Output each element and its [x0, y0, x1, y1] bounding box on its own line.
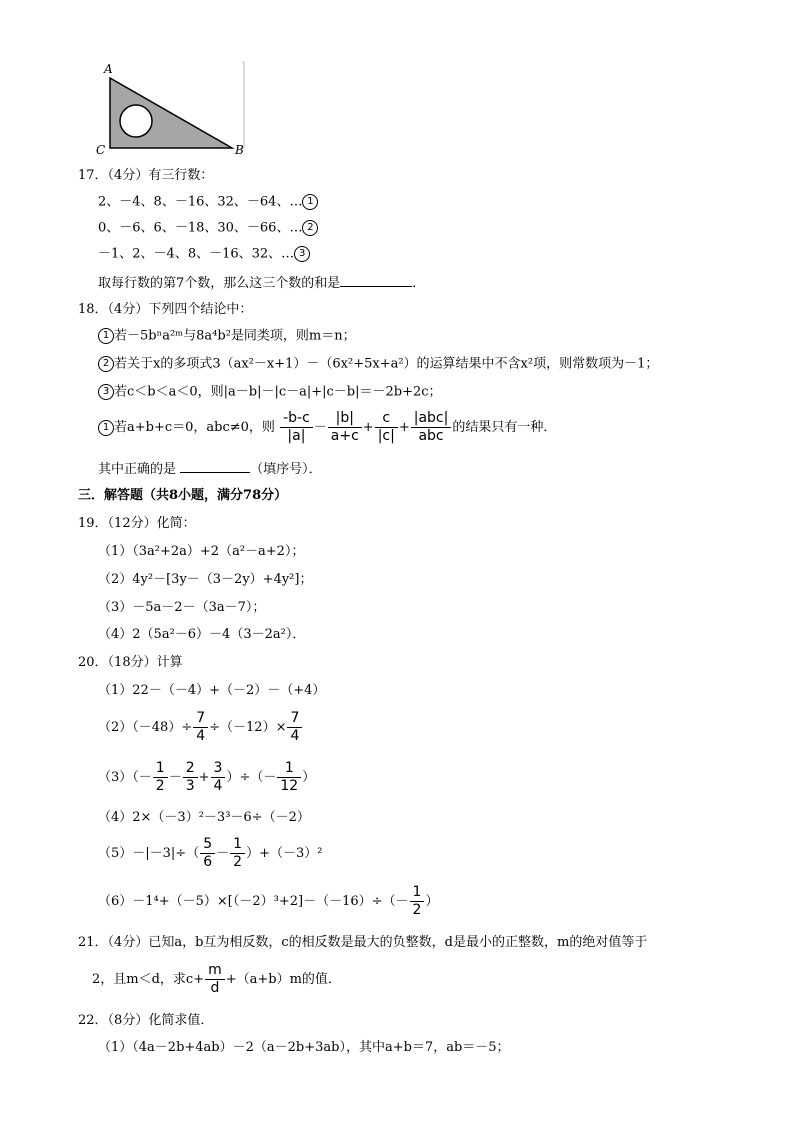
q21-line2 — [92, 962, 341, 997]
numerator: 1 — [410, 884, 425, 902]
fraction — [411, 410, 452, 445]
fraction — [328, 410, 362, 445]
q17-row2-text: 0、－6、6、－18、30、－66、… — [98, 220, 303, 236]
label-b: B — [235, 143, 244, 157]
q20-p3-b: ）÷（－ — [226, 770, 277, 785]
fraction — [280, 410, 313, 445]
numerator: 3 — [211, 760, 226, 778]
q19-p3: （3）－5a－2－（3a－7）； — [98, 600, 266, 615]
q20-p6-b: ） — [425, 894, 439, 909]
fraction — [375, 410, 398, 445]
q17-ask-text: 取每行数的第7个数，那么这三个数的和是 — [98, 276, 341, 291]
circle-2-icon: 2 — [302, 220, 318, 236]
denominator: 4 — [290, 728, 300, 744]
circle-1-icon: 1 — [302, 194, 318, 210]
q17-row1-text: 2、－4、8、－16、32、－64、… — [98, 194, 303, 210]
q20-p3-a: （3）（－ — [98, 770, 152, 785]
circle-3-icon: 3 — [294, 246, 310, 262]
fraction — [193, 710, 208, 745]
section-title: 三．解答题（共8小题，满分78分） — [78, 488, 288, 503]
q18-c4-pre: 若a+b+c＝0，abc≠0，则 — [114, 420, 275, 435]
denominator: 2 — [412, 902, 422, 918]
operator: － — [168, 770, 182, 785]
q20-p3-c: ） — [302, 770, 316, 785]
numerator: 1 — [153, 760, 168, 778]
q20-p5-a: （5）－|－3|÷（ — [98, 846, 200, 861]
operator: + — [198, 770, 210, 785]
fraction — [211, 760, 226, 795]
q17-stem: 17．（4分）有三行数： — [78, 168, 214, 183]
circle-3-icon: 3 — [98, 384, 114, 400]
fraction — [200, 836, 215, 871]
denominator: 2 — [155, 778, 165, 794]
q19-p4: （4）2（5a²－6）－4（3－2a²）． — [98, 627, 306, 642]
numerator: 1 — [230, 836, 245, 854]
fraction — [277, 760, 301, 795]
numerator: 1 — [277, 760, 301, 778]
q18-c2-text: 若关于x的多项式3（ax²－x+1）－（6x²+5x+a²）的运算结果中不含x²项，则常数项为－1； — [114, 356, 659, 372]
q17-row2 — [98, 220, 318, 236]
circle-hole — [120, 105, 152, 137]
numerator: 2 — [183, 760, 198, 778]
q17-row3 — [98, 246, 310, 262]
q20-p2-b: ÷（－12）× — [209, 720, 287, 735]
operator: － — [313, 420, 327, 435]
numerator: 7 — [287, 710, 302, 728]
fraction — [287, 710, 302, 745]
q19-p2: （2）4y²－[3y－（3－2y）+4y²]； — [98, 572, 313, 587]
q18-c3 — [98, 384, 442, 400]
q18-c4-post: 的结果只有一种． — [452, 420, 557, 435]
q20-p6-a: （6）－1⁴+（－5）×[（－2）³+2]－（－16）÷（－ — [98, 894, 409, 909]
denominator: d — [210, 980, 220, 996]
denominator: 4 — [213, 778, 223, 794]
denominator: 2 — [233, 854, 243, 870]
fraction — [183, 760, 198, 795]
numerator: -b-c — [280, 410, 313, 428]
denominator: a+c — [330, 428, 359, 444]
circle-2-icon: 2 — [98, 356, 114, 372]
fraction — [205, 962, 225, 997]
q20-p1: （1）22－（－4）+（－2）－（+4） — [98, 683, 326, 698]
numerator: c — [375, 410, 398, 428]
numerator: m — [205, 962, 225, 980]
circle-1-icon: 1 — [98, 328, 114, 344]
q18-c4 — [98, 410, 556, 445]
q17-ask-end: ． — [412, 276, 426, 291]
triangle-figure — [92, 58, 262, 158]
operator: + — [362, 420, 374, 435]
numerator: 7 — [193, 710, 208, 728]
q18-c3-text: 若c＜b＜a＜0，则|a－b|－|c－a|+|c－b|＝－2b+2c； — [114, 384, 442, 400]
label-c: C — [96, 143, 106, 157]
q21-line2-a: 2，且m＜d，求c+ — [92, 972, 205, 987]
fraction — [410, 884, 425, 919]
answer-blank[interactable] — [340, 274, 412, 287]
fraction — [153, 760, 168, 795]
q20-p5-b: ）+（－3）² — [246, 846, 323, 861]
q18-ask-text: 其中正确的是 — [98, 462, 177, 477]
q18-stem: 18．（4分）下列四个结论中： — [78, 302, 253, 317]
circle-1-icon: 1 — [98, 420, 114, 436]
q21-line2-b: +（a+b）m的值． — [225, 972, 341, 987]
denominator: 12 — [280, 778, 299, 794]
label-a: A — [104, 62, 113, 76]
q17-ask — [98, 274, 425, 292]
denominator: |a| — [287, 428, 306, 444]
numerator: 5 — [200, 836, 215, 854]
q22-p1: （1）（4a－2b+4ab）－2（a－2b+3ab），其中a+b＝7，ab＝－5； — [98, 1040, 510, 1055]
q18-ask — [98, 460, 322, 478]
q21-line1: 21．（4分）已知a，b互为相反数，c的相反数是最大的负整数，d是最小的正整数，m的绝对值等于 — [78, 935, 648, 950]
q20-p2-a: （2）（－48）÷ — [98, 720, 193, 735]
q22-stem: 22．（8分）化简求值． — [78, 1013, 214, 1028]
q20-stem: 20．（18分）计算 — [78, 655, 183, 670]
denominator: abc — [418, 428, 444, 444]
answer-blank[interactable] — [180, 460, 250, 473]
denominator: 4 — [196, 728, 206, 744]
denominator: 6 — [203, 854, 213, 870]
numerator: |abc| — [411, 410, 452, 428]
operator: － — [216, 846, 230, 861]
numerator: |b| — [328, 410, 362, 428]
q20-p2 — [98, 710, 303, 745]
q20-p3 — [98, 760, 315, 795]
q17-row3-text: －1、2、－4、8、－16、32、… — [98, 246, 295, 262]
q18-ask-end: （填序号）． — [250, 462, 322, 477]
q18-c1-text: 若－5bⁿa²ᵐ与8a⁴b²是同类项，则m＝n； — [114, 328, 356, 344]
q19-stem: 19．（12分）化简： — [78, 516, 196, 531]
q20-p4: （4）2×（－3）²－3³－6÷（－2） — [98, 810, 310, 825]
fraction — [230, 836, 245, 871]
q18-c1 — [98, 328, 356, 344]
q20-p6 — [98, 884, 438, 919]
q20-p5 — [98, 836, 322, 871]
denominator: |c| — [377, 428, 395, 444]
q18-c2 — [98, 356, 658, 372]
denominator: 3 — [185, 778, 195, 794]
operator: + — [398, 420, 410, 435]
q17-row1 — [98, 194, 318, 210]
q19-p1: （1）（3a²+2a）+2（a²－a+2）； — [98, 544, 305, 559]
